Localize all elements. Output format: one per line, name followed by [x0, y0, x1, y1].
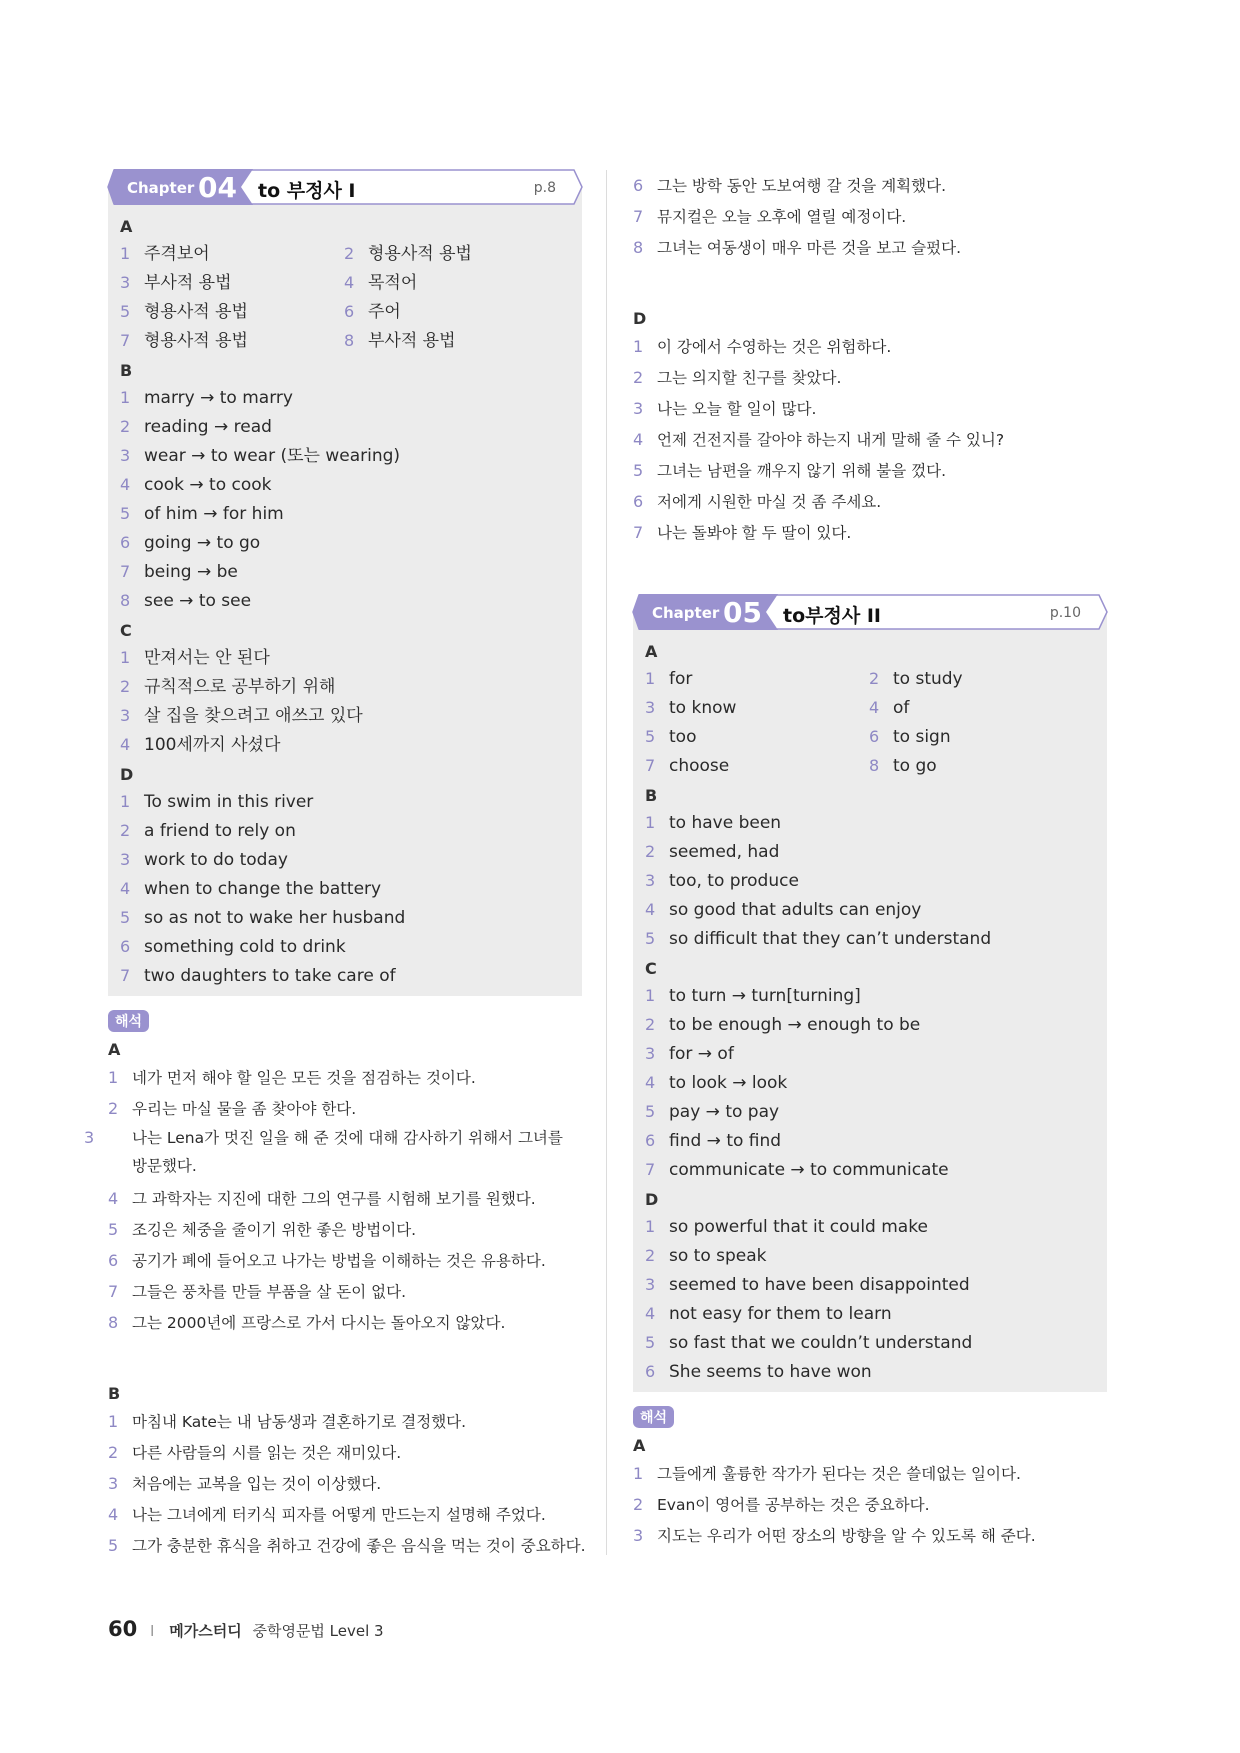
item-text: so good that adults can enjoy — [669, 900, 922, 920]
item-number: 7 — [120, 562, 131, 581]
answer-item — [344, 326, 568, 355]
answer-item — [645, 1212, 1097, 1241]
item-number: 6 — [120, 937, 131, 956]
item-number: 7 — [633, 207, 644, 226]
chapter05-translation — [633, 1392, 1107, 1551]
translation-item — [633, 1520, 1107, 1551]
translation-item — [633, 517, 1107, 548]
item-text: going → to go — [144, 533, 261, 553]
item-number: 1 — [645, 813, 656, 832]
answer-item — [120, 297, 344, 326]
translation-item — [633, 393, 1107, 424]
item-number: 4 — [869, 698, 880, 717]
answer-item — [645, 1010, 1097, 1039]
answer-item — [120, 383, 572, 412]
section-label: B — [645, 786, 658, 805]
item-text: so to speak — [669, 1246, 767, 1266]
item-number: 6 — [633, 492, 644, 511]
item-number: 3 — [120, 850, 131, 869]
answer-item — [120, 816, 572, 845]
item-text: 그는 방학 동안 도보여행 갈 것을 계획했다. — [657, 177, 947, 195]
item-text: 부사적 용법 — [368, 331, 456, 351]
item-text: 만져서는 안 된다 — [144, 648, 270, 668]
item-number: 2 — [645, 842, 656, 861]
section-label: C — [645, 959, 657, 978]
answer-item — [645, 981, 1097, 1010]
book-name: 메가스터디 — [169, 1622, 242, 1640]
item-text: too, to produce — [669, 871, 799, 891]
item-number: 3 — [633, 1526, 644, 1545]
item-number: 4 — [108, 1189, 119, 1208]
translation-item — [108, 1276, 582, 1307]
item-number: 1 — [120, 244, 131, 263]
item-text: marry → to marry — [144, 388, 293, 408]
translation-item — [633, 455, 1107, 486]
answer-item — [645, 664, 869, 693]
book-subtitle: 중학영문법 Level 3 — [252, 1622, 384, 1640]
item-text: 이 강에서 수영하는 것은 위험하다. — [657, 338, 892, 356]
translation-badge: 해석 — [633, 1406, 674, 1428]
item-text: 형용사적 용법 — [144, 302, 248, 322]
item-text: 지도는 우리가 어떤 장소의 방향을 알 수 있도록 해 준다. — [657, 1527, 1036, 1545]
section-label: A — [633, 1436, 646, 1455]
item-number: 6 — [344, 302, 355, 321]
answer-list — [645, 1212, 1097, 1386]
item-text: 그는 2000년에 프랑스로 가서 다시는 돌아오지 않았다. — [132, 1314, 506, 1332]
item-text: to turn → turn[turning] — [669, 986, 861, 1006]
item-number: 5 — [645, 1333, 656, 1352]
answer-item — [645, 924, 1097, 953]
item-text: 조깅은 체중을 줄이기 위한 좋은 방법이다. — [132, 1221, 417, 1239]
item-number: 1 — [120, 388, 131, 407]
translation-item — [108, 1093, 582, 1124]
item-number: 2 — [633, 368, 644, 387]
item-text: to go — [893, 756, 937, 776]
answer-item — [120, 499, 572, 528]
section-label: A — [645, 642, 658, 661]
item-text: to study — [893, 669, 963, 689]
translation-item — [633, 170, 1107, 201]
item-number: 7 — [633, 523, 644, 542]
answer-item — [645, 1270, 1097, 1299]
answer-item — [120, 874, 572, 903]
item-text: something cold to drink — [144, 937, 346, 957]
item-number: 4 — [645, 1304, 656, 1323]
item-text: 나는 Lena가 멋진 일을 해 준 것에 대해 감사하기 위해서 그녀를 방문했다. — [132, 1129, 563, 1175]
answer-item — [344, 268, 568, 297]
item-text: 목적어 — [368, 273, 418, 293]
item-text: Evan이 영어를 공부하는 것은 중요하다. — [657, 1496, 930, 1514]
item-number: 2 — [120, 417, 131, 436]
translation-item — [108, 1530, 586, 1561]
answer-item — [869, 751, 1093, 780]
left-column — [84, 170, 586, 1561]
chapter05-answer-box — [633, 596, 1107, 1392]
translation-item — [108, 1499, 582, 1530]
item-number: 5 — [645, 929, 656, 948]
translation-item — [633, 1489, 1107, 1520]
item-text: of — [893, 698, 910, 718]
item-text: 살 집을 찾으려고 애쓰고 있다 — [144, 706, 363, 726]
item-text: being → be — [144, 562, 238, 582]
item-text: To swim in this river — [144, 792, 314, 812]
answer-item — [120, 412, 572, 441]
item-text: communicate → to communicate — [669, 1160, 949, 1180]
chapter-number: 04 — [198, 171, 237, 204]
item-number: 1 — [108, 1412, 119, 1431]
translation-item — [108, 1437, 582, 1468]
item-number: 4 — [120, 475, 131, 494]
item-text: 형용사적 용법 — [368, 244, 472, 264]
answer-item — [645, 1299, 1097, 1328]
item-number: 7 — [120, 966, 131, 985]
answer-item — [645, 1126, 1097, 1155]
item-number: 4 — [645, 1073, 656, 1092]
section-label: D — [120, 765, 134, 784]
answer-item — [120, 470, 572, 499]
item-text: 형용사적 용법 — [144, 331, 248, 351]
item-text: not easy for them to learn — [669, 1304, 892, 1324]
footer-separator: I — [150, 1622, 155, 1640]
item-text: see → to see — [144, 591, 252, 611]
answer-item — [120, 326, 344, 355]
answer-item — [645, 1039, 1097, 1068]
page-number: 60 — [108, 1617, 138, 1641]
translation-item — [108, 1307, 582, 1338]
answer-item — [120, 643, 572, 672]
chapter-number: 05 — [723, 596, 762, 629]
item-number: 2 — [344, 244, 355, 263]
answer-item — [120, 787, 572, 816]
item-number: 7 — [108, 1282, 119, 1301]
answer-item — [645, 808, 1097, 837]
item-number: 6 — [869, 727, 880, 746]
answer-item — [120, 239, 344, 268]
translation-list — [633, 331, 1107, 548]
chapter04-translation-continued — [633, 170, 1107, 548]
item-text: two daughters to take care of — [144, 966, 396, 986]
answer-item — [869, 664, 1093, 693]
item-number: 3 — [645, 871, 656, 890]
translation-item — [108, 1245, 582, 1276]
chapter-title: to부정사 II — [783, 605, 881, 627]
chapter04-header — [108, 169, 582, 205]
item-number: 4 — [344, 273, 355, 292]
item-number: 2 — [108, 1099, 119, 1118]
item-number: 1 — [633, 1464, 644, 1483]
answer-item — [645, 1357, 1097, 1386]
item-number: 1 — [645, 986, 656, 1005]
answer-list — [120, 239, 572, 355]
answer-item — [645, 1241, 1097, 1270]
item-number: 5 — [120, 504, 131, 523]
item-text: so fast that we couldn’t understand — [669, 1333, 973, 1353]
item-number: 1 — [645, 669, 656, 688]
item-number: 1 — [633, 337, 644, 356]
item-number: 5 — [120, 908, 131, 927]
item-text: to be enough → enough to be — [669, 1015, 921, 1035]
chapter04-translation — [84, 996, 586, 1561]
item-text: 나는 오늘 할 일이 많다. — [657, 400, 817, 418]
item-text: seemed to have been disappointed — [669, 1275, 970, 1295]
chapter-word: Chapter — [127, 179, 195, 197]
translation-item — [633, 331, 1107, 362]
chapter-page-ref: p.8 — [533, 180, 556, 196]
translation-list — [633, 1458, 1107, 1551]
answer-item — [120, 557, 572, 586]
section-label: D — [645, 1190, 659, 1209]
item-text: find → to find — [669, 1131, 782, 1151]
item-text: to sign — [893, 727, 951, 747]
item-text: wear → to wear (또는 wearing) — [144, 446, 401, 466]
item-number: 2 — [645, 1015, 656, 1034]
answer-item — [120, 961, 572, 990]
item-text: reading → read — [144, 417, 272, 437]
item-number: 3 — [120, 706, 131, 725]
item-number: 7 — [120, 331, 131, 350]
item-text: 100세까지 사셨다 — [144, 735, 281, 755]
answer-item — [645, 751, 869, 780]
item-number: 4 — [633, 430, 644, 449]
section-label: D — [633, 309, 647, 328]
item-number: 6 — [633, 176, 644, 195]
item-text: 처음에는 교복을 입는 것이 이상했다. — [132, 1475, 382, 1493]
item-number: 5 — [645, 727, 656, 746]
item-text: to know — [669, 698, 737, 718]
item-number: 4 — [120, 879, 131, 898]
answer-item — [120, 268, 344, 297]
item-number: 4 — [645, 900, 656, 919]
item-number: 1 — [120, 648, 131, 667]
item-text: 주어 — [368, 302, 401, 322]
item-text: 그가 충분한 휴식을 취하고 건강에 좋은 음식을 먹는 것이 중요하다. — [132, 1537, 586, 1555]
item-text: to look → look — [669, 1073, 788, 1093]
answer-item — [645, 1155, 1097, 1184]
translation-item — [633, 486, 1107, 517]
chapter05-header — [633, 594, 1107, 630]
item-number: 8 — [869, 756, 880, 775]
item-text: 부사적 용법 — [144, 273, 232, 293]
translation-list — [633, 170, 1107, 263]
translation-item — [633, 1458, 1107, 1489]
answer-item — [344, 239, 568, 268]
item-text: a friend to rely on — [144, 821, 296, 841]
item-text: for → of — [669, 1044, 734, 1064]
item-number: 2 — [633, 1495, 644, 1514]
answer-item — [120, 845, 572, 874]
answer-item — [645, 1328, 1097, 1357]
answer-item — [120, 932, 572, 961]
item-number: 3 — [84, 1128, 95, 1147]
item-number: 3 — [120, 273, 131, 292]
item-text: 주격보어 — [144, 244, 210, 264]
answer-item — [645, 722, 869, 751]
chapter-title: to 부정사 I — [258, 180, 356, 202]
item-number: 5 — [645, 1102, 656, 1121]
answer-item — [645, 1068, 1097, 1097]
answer-item — [344, 297, 568, 326]
item-text: 그 과학자는 지진에 대한 그의 연구를 시험해 보기를 원했다. — [132, 1190, 536, 1208]
translation-item — [108, 1183, 582, 1214]
item-text: 뮤지컬은 오늘 오후에 열릴 예정이다. — [657, 208, 907, 226]
section-label: A — [120, 217, 133, 236]
translation-item — [633, 201, 1107, 232]
item-text: 그는 의지할 친구를 찾았다. — [657, 369, 842, 387]
item-text: 공기가 폐에 들어오고 나가는 방법을 이해하는 것은 유용하다. — [132, 1252, 546, 1270]
item-text: seemed, had — [669, 842, 780, 862]
item-number: 3 — [120, 446, 131, 465]
translation-item — [84, 1124, 582, 1180]
item-number: 5 — [108, 1220, 119, 1239]
chapter-page-ref: p.10 — [1049, 605, 1081, 621]
right-column — [633, 170, 1107, 1551]
item-number: 5 — [633, 461, 644, 480]
translation-list — [108, 1406, 586, 1561]
answer-list — [645, 981, 1097, 1184]
translation-item — [633, 362, 1107, 393]
item-text: 마침내 Kate는 내 남동생과 결혼하기로 결정했다. — [132, 1413, 467, 1431]
item-number: 1 — [645, 1217, 656, 1236]
item-text: cook → to cook — [144, 475, 272, 495]
item-number: 7 — [645, 756, 656, 775]
item-number: 6 — [645, 1362, 656, 1381]
item-text: 저에게 시원한 마실 것 좀 주세요. — [657, 493, 882, 511]
item-text: 다른 사람들의 시를 읽는 것은 재미있다. — [132, 1444, 402, 1462]
translation-item — [108, 1062, 582, 1093]
item-text: so powerful that it could make — [669, 1217, 928, 1237]
translation-item — [108, 1468, 582, 1499]
item-text: 나는 그녀에게 터키식 피자를 어떻게 만드는지 설명해 주었다. — [132, 1506, 546, 1524]
item-text: choose — [669, 756, 730, 776]
item-number: 2 — [120, 821, 131, 840]
item-text: 나는 돌봐야 할 두 딸이 있다. — [657, 524, 852, 542]
item-text: 네가 먼저 해야 할 일은 모든 것을 점검하는 것이다. — [132, 1069, 476, 1087]
item-text: 우리는 마실 물을 좀 찾아야 한다. — [132, 1100, 357, 1118]
item-number: 8 — [633, 238, 644, 257]
item-number: 8 — [108, 1313, 119, 1332]
answer-list — [120, 383, 572, 615]
item-text: pay → to pay — [669, 1102, 780, 1122]
page-footer — [108, 1617, 384, 1641]
item-text: of him → for him — [144, 504, 284, 524]
item-text: 그녀는 여동생이 매우 마른 것을 보고 슬펐다. — [657, 239, 962, 257]
translation-item — [633, 232, 1107, 263]
item-number: 3 — [645, 1044, 656, 1063]
translation-list — [84, 1062, 582, 1338]
answer-item — [869, 722, 1093, 751]
translation-item — [108, 1406, 582, 1437]
answer-item — [645, 837, 1097, 866]
translation-item — [108, 1214, 582, 1245]
item-number: 2 — [645, 1246, 656, 1265]
item-number: 2 — [108, 1443, 119, 1462]
item-number: 8 — [344, 331, 355, 350]
item-number: 1 — [108, 1068, 119, 1087]
item-number: 3 — [645, 1275, 656, 1294]
section-label: A — [108, 1040, 121, 1059]
chapter-word: Chapter — [652, 604, 720, 622]
item-text: 그들에게 훌륭한 작가가 된다는 것은 쓸데없는 일이다. — [657, 1465, 1021, 1483]
item-number: 2 — [120, 677, 131, 696]
answer-list — [120, 643, 572, 759]
item-text: for — [669, 669, 693, 689]
item-number: 3 — [633, 399, 644, 418]
item-text: She seems to have won — [669, 1362, 872, 1382]
item-number: 1 — [120, 792, 131, 811]
answer-item — [120, 441, 572, 470]
answer-item — [120, 672, 572, 701]
item-number: 6 — [645, 1131, 656, 1150]
answer-list — [120, 787, 572, 990]
answer-item — [645, 693, 869, 722]
translation-item — [633, 424, 1107, 455]
item-number: 5 — [120, 302, 131, 321]
item-text: to have been — [669, 813, 782, 833]
item-text: work to do today — [144, 850, 288, 870]
item-number: 3 — [645, 698, 656, 717]
item-number: 6 — [120, 533, 131, 552]
answer-item — [645, 895, 1097, 924]
answer-list — [645, 808, 1097, 953]
item-number: 5 — [108, 1536, 119, 1555]
item-number: 8 — [120, 591, 131, 610]
item-text: so difficult that they can’t understand — [669, 929, 992, 949]
item-text: 언제 건전지를 갈아야 하는지 내게 말해 줄 수 있니? — [657, 431, 1005, 449]
section-label: B — [108, 1384, 121, 1403]
item-text: so as not to wake her husband — [144, 908, 406, 928]
answer-list — [645, 664, 1097, 780]
answer-item — [120, 586, 572, 615]
item-number: 2 — [869, 669, 880, 688]
item-text: 그들은 풍차를 만들 부품을 살 돈이 없다. — [132, 1283, 407, 1301]
item-text: 규칙적으로 공부하기 위해 — [144, 677, 336, 697]
column-divider — [606, 170, 607, 1555]
chapter04-answer-box — [108, 171, 582, 996]
item-text: too — [669, 727, 697, 747]
item-text: when to change the battery — [144, 879, 382, 899]
translation-badge: 해석 — [108, 1010, 149, 1032]
item-number: 6 — [108, 1251, 119, 1270]
answer-item — [120, 730, 572, 759]
answer-item — [645, 866, 1097, 895]
answer-item — [120, 528, 572, 557]
item-number: 3 — [108, 1474, 119, 1493]
item-number: 7 — [645, 1160, 656, 1179]
section-label: B — [120, 361, 133, 380]
section-label: C — [120, 621, 132, 640]
answer-item — [645, 1097, 1097, 1126]
item-number: 4 — [120, 735, 131, 754]
answer-item — [120, 701, 572, 730]
item-number: 4 — [108, 1505, 119, 1524]
answer-item — [869, 693, 1093, 722]
item-text: 그녀는 남편을 깨우지 않기 위해 불을 껐다. — [657, 462, 947, 480]
answer-item — [120, 903, 572, 932]
